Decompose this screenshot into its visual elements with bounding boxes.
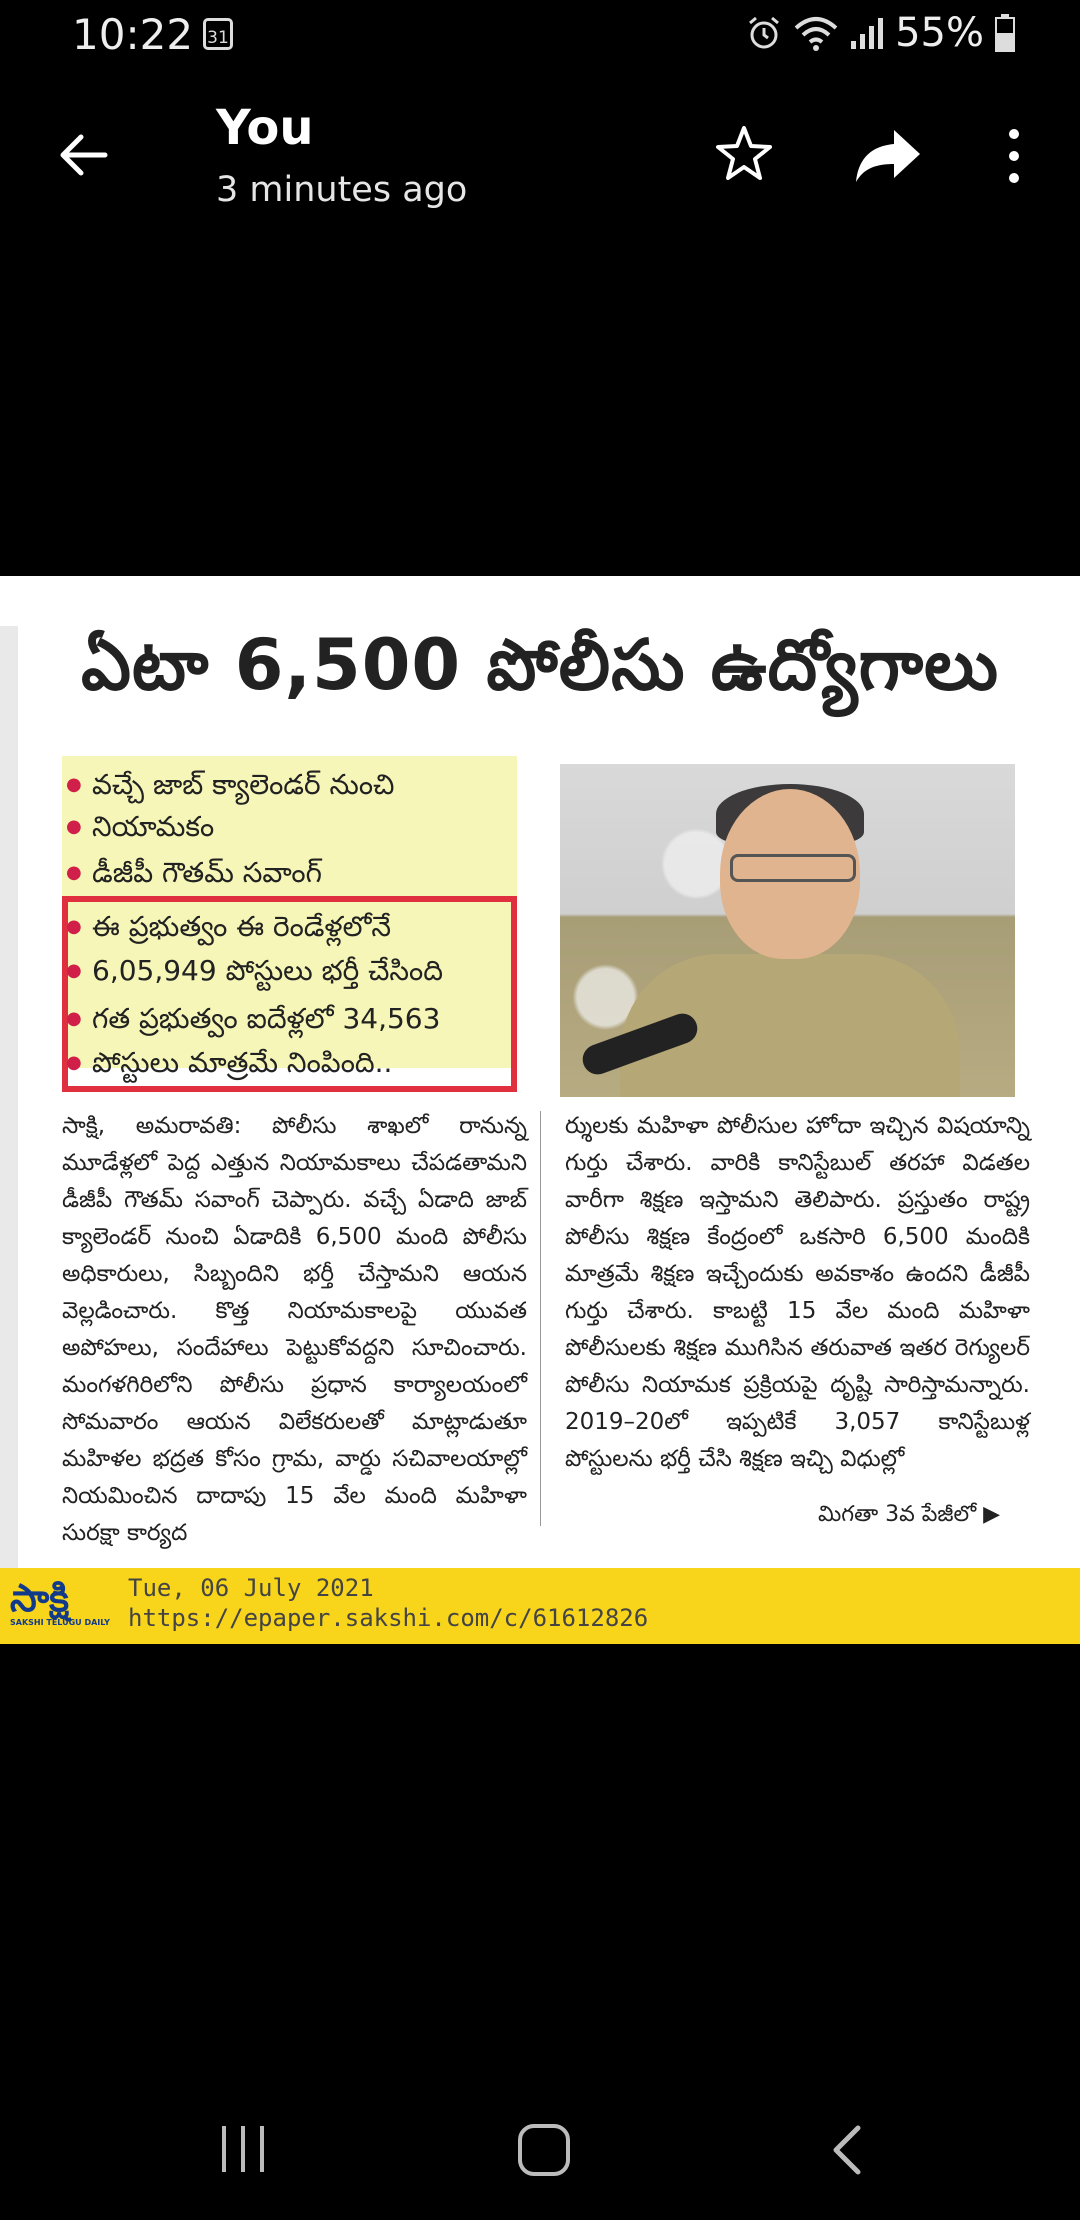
logo-subtext: SAKSHI TELUGU DAILY	[10, 1618, 110, 1627]
page-edge	[0, 626, 18, 1586]
status-bar	[0, 0, 1080, 74]
sent-time: 3 minutes ago	[216, 170, 468, 210]
highlight-item-cont: ● పోస్టులు మాత్రమే నింపింది..	[92, 1040, 392, 1086]
signal-icon	[849, 15, 885, 51]
highlights-box	[62, 756, 517, 1079]
status-icons	[745, 10, 1016, 56]
battery-percent: 55%	[895, 10, 984, 56]
status-time: 10:22	[72, 10, 194, 59]
alarm-icon	[745, 14, 783, 52]
article-column-left: సాక్షి, అమరావతి: పోలీసు శాఖలో రానున్న మూడేళ్లలో పెద్ద ఎత్తున నియామకాలు చేపడతామని డీజీపీ గౌతమ్ సవాంగ్ చెప్పారు. వచ్చే ఏడాది జాబ్ క్యాలెండర్ నుంచి ఏడాదికి 6,500 మంది పోలీసు అధికారులు, సిబ్బందిని భర్తీ చేస్తామని ఆయన వెల్లడించారు. కొత్త నియామకాలపై యువత అపోహలు, సందేహాలు పెట్టుకోవద్దని సూచించారు. మంగళగిరిలోని పోలీసు ప్రధాన కార్యాలయంలో సోమవారం ఆయన విలేకరులతో మాట్లాడుతూ మహిళల భద్రత కోసం గ్రామ, వార్డు సచివాలయాల్లో నియమించిన దాదాపు 15 వేల మంది మహిళా సురక్షా కార్యద	[62, 1113, 527, 1546]
highlight-item-cont: ● నియామకం	[92, 804, 214, 850]
highlight-item: ● డీజీపీ గౌతమ్ సవాంగ్	[92, 850, 322, 896]
sender-name: You	[216, 100, 314, 156]
recent-apps-icon[interactable]	[218, 2124, 268, 2174]
navigation-bar	[0, 2080, 1080, 2220]
sakshi-logo	[10, 1578, 120, 1636]
more-vert-icon[interactable]	[996, 126, 1032, 186]
back-icon[interactable]	[826, 2122, 870, 2178]
calendar-icon: 31	[203, 18, 233, 50]
app-bar	[0, 90, 1080, 220]
column-divider	[540, 1111, 541, 1526]
footer-date: Tue, 06 July 2021	[128, 1574, 374, 1602]
dgp-photo	[560, 764, 1015, 1097]
share-icon[interactable]	[854, 126, 922, 186]
footer-url: https://epaper.sakshi.com/c/61612826	[128, 1604, 649, 1632]
article-headline: ఏటా 6,500 పోలీసు ఉద్యోగాలు	[81, 624, 999, 706]
highlight-item-cont: ● 6,05,949 పోస్టులు భర్తీ చేసింది	[92, 948, 443, 994]
highlight-item: ● వచ్చే జాబ్ క్యాలెండర్ నుంచి	[92, 762, 395, 808]
logo-text: సాక్షి	[10, 1576, 70, 1620]
back-arrow-icon[interactable]	[55, 125, 115, 185]
highlight-item: ● ఈ ప్రభుత్వం ఈ రెండేళ్లలోనే	[92, 904, 391, 950]
epaper-footer	[0, 1568, 1080, 1644]
highlight-item: ● గత ప్రభుత్వం ఐదేళ్లలో 34,563	[92, 996, 440, 1042]
battery-icon	[994, 13, 1016, 53]
article-column-right: ర్శులకు మహిళా పోలీసుల హోదా ఇచ్చిన విషయాన్ని గుర్తు చేశారు. వారికి కానిస్టేబుల్ తరహా విడతల వారీగా శిక్షణ ఇస్తామని తెలిపారు. ప్రస్తుతం రాష్ట్ర పోలీసు శిక్షణ కేంద్రంలో ఒకసారి 6,500 మందికి మాత్రమే శిక్షణ ఇచ్చేందుకు అవకాశం ఉందని డీజీపీ గుర్తు చేశారు. కాబట్టి 15 వేల మంది మహిళా పోలీసులకు శిక్షణ ముగిసిన తరువాత ఇతర రెగ్యులర్ పోలీసు నియామక ప్రక్రియపై దృష్టి సారిస్తామన్నారు. 2019–20లో ఇప్పటికే 3,057 కానిస్టేబుళ్ల పోస్టులను భర్తీ చేసి శిక్షణ ఇచ్చి విధుల్లో	[565, 1113, 1030, 1472]
home-icon[interactable]	[516, 2122, 572, 2178]
wifi-icon	[793, 14, 839, 52]
newspaper-image[interactable]	[0, 576, 1080, 1644]
continued-label: మిగతా 3వ పేజీలో ▶	[818, 1502, 1001, 1527]
star-icon[interactable]	[712, 122, 776, 186]
